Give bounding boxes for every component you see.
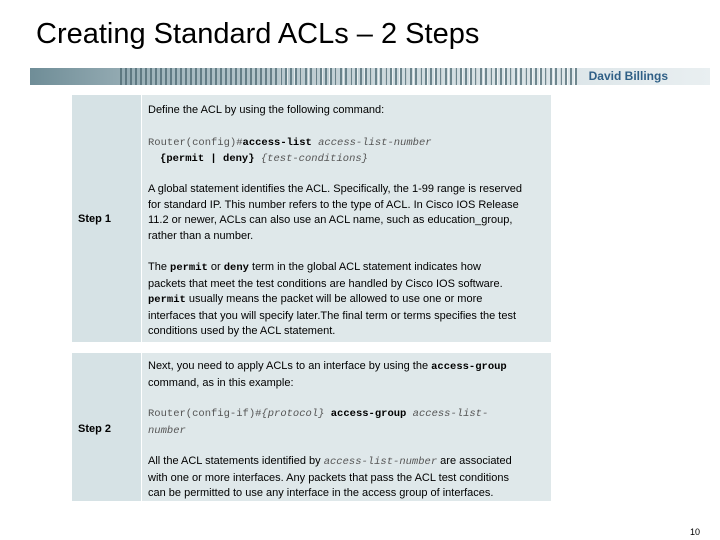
step2-panel [72, 353, 551, 501]
step2-content [141, 353, 551, 501]
header-banner [30, 68, 710, 85]
step1-paragraph1 [148, 182, 547, 244]
step2-label: Step 2 [78, 423, 112, 435]
cmd-keyword: access-list [242, 137, 312, 149]
inline-code-access-group: access-group [431, 361, 507, 373]
page-number: 10 [689, 527, 700, 537]
para-line [148, 260, 547, 277]
step1-panel [72, 95, 551, 342]
cmd-separator: | [204, 153, 224, 165]
cmd-brace-open: { [160, 153, 167, 165]
brand-label: David Billings [588, 69, 668, 83]
para-line: packets that meet the test conditions are handled by Cisco IOS software. [148, 277, 503, 290]
cmd-prompt: Router(config-if)# [148, 408, 262, 420]
para-line [148, 359, 547, 376]
inline-code-permit: permit [170, 262, 208, 274]
step1-paragraph2 [148, 260, 547, 340]
para-line: for standard IP. This number refers to the type of ACL. In Cisco IOS Release [148, 198, 519, 211]
cmd-line [148, 423, 547, 440]
text-run: or [207, 261, 224, 273]
text-run: Next, you need to apply ACLs to an interface by using the [148, 360, 432, 372]
step1-command-line2 [160, 151, 547, 168]
text-run: The [148, 261, 171, 273]
text-run: usually means the packet will be allowed to use one or more [185, 293, 483, 305]
step1-label-column [72, 95, 140, 342]
step2-intro [148, 359, 547, 391]
inline-code-deny: deny [223, 262, 249, 274]
cmd-brace-close: } [248, 153, 255, 165]
para-line: rather than a number. [148, 229, 254, 242]
para-line: command, as in this example: [148, 376, 294, 389]
para-line: can be permitted to use any interface in the access group of interfaces. [148, 487, 494, 499]
cmd-argument: access-list- [406, 408, 489, 420]
para-line: A global statement identifies the ACL. Specifically, the 1-99 range is reserved [148, 183, 523, 195]
step2-label-column [72, 353, 140, 501]
text-run: All the ACL statements identified by [148, 455, 324, 467]
para-line [148, 454, 547, 471]
step1-content [141, 95, 551, 342]
para-line: conditions used by the ACL statement. [148, 325, 336, 337]
cmd-keyword: access-group [324, 408, 407, 420]
cmd-argument: access-list-number [311, 137, 432, 149]
cmd-line [148, 406, 547, 423]
cmd-test-conditions: {test-conditions} [254, 153, 368, 165]
step1-command-line1 [148, 135, 547, 152]
text-run: term in the global ACL statement indicates how [248, 261, 481, 273]
cmd-deny: deny [223, 153, 249, 165]
para-line: interfaces that you will specify later.The final term or terms specifies the test [148, 309, 517, 322]
banner-pattern-highlight [280, 68, 580, 85]
step2-command [148, 406, 547, 439]
text-run: are associated [437, 455, 512, 467]
cmd-protocol: {protocol} [261, 408, 325, 420]
cmd-prompt: Router(config)# [148, 137, 243, 149]
step1-intro: Define the ACL by using the following command: [148, 104, 385, 116]
inline-code-permit: permit [148, 294, 186, 306]
cmd-permit: permit [166, 153, 205, 165]
para-line: with one or more interfaces. Any packets that pass the ACL test conditions [148, 471, 509, 484]
slide-title: Creating Standard ACLs – 2 Steps [36, 18, 480, 50]
para-line: 11.2 or newer, ACLs can also use an ACL name, such as education_group, [148, 214, 513, 226]
para-line [148, 292, 547, 309]
inline-code-access-list-number: access-list-number [323, 456, 438, 468]
step1-label: Step 1 [78, 213, 112, 225]
step2-paragraph [148, 454, 547, 502]
cmd-argument: number [148, 424, 186, 437]
